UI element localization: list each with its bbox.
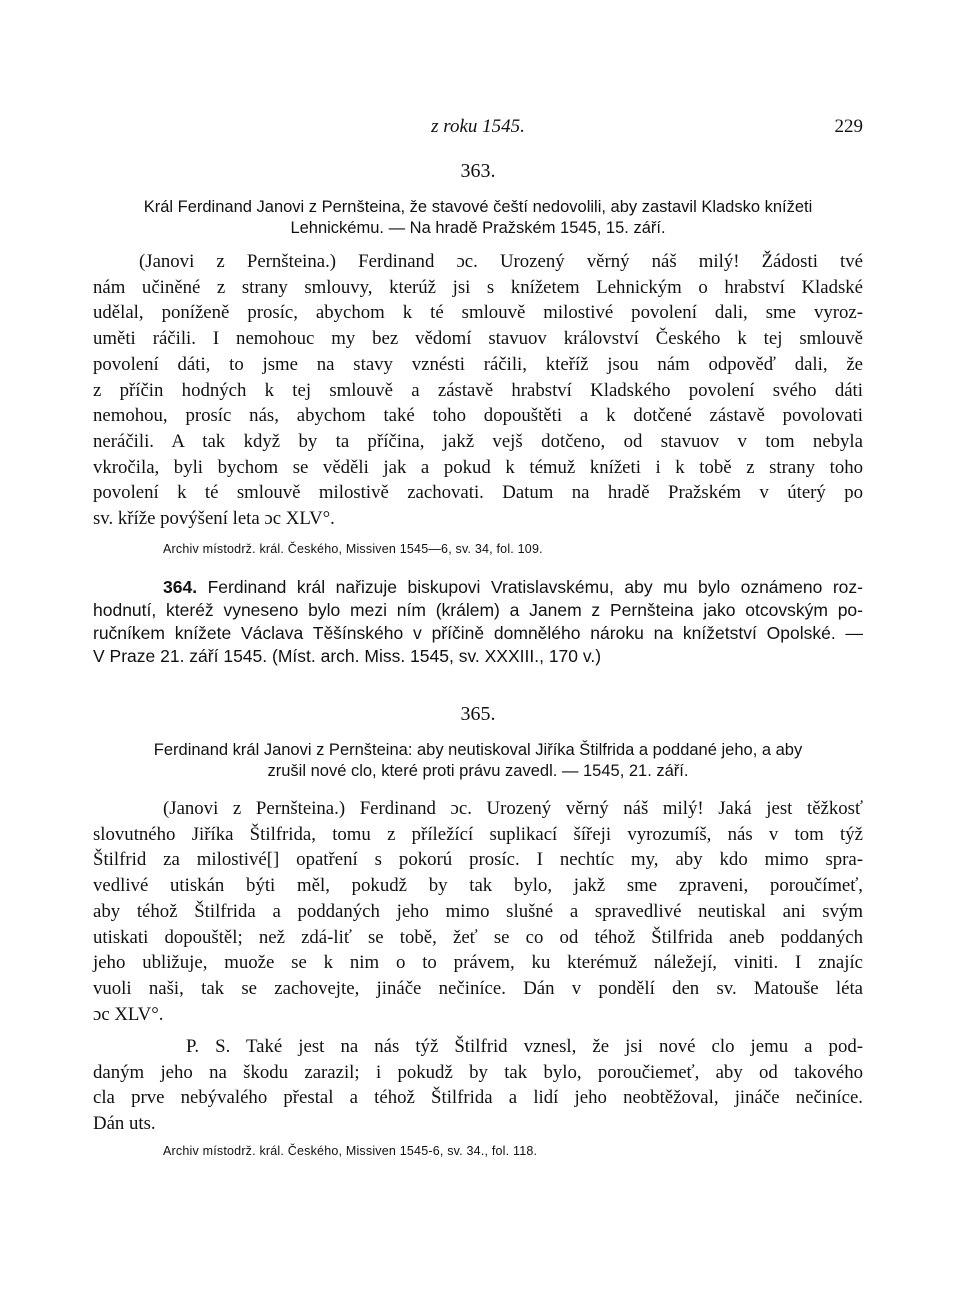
running-title: z roku 1545. <box>431 116 525 137</box>
running-header <box>93 116 863 140</box>
body-line: ɔc XLV°. <box>93 1003 164 1025</box>
page-number: 229 <box>834 116 863 137</box>
body-line: vkročila, byli bychom se věděli jak a pokud k témuž knížeti i k tobě z strany toho <box>93 456 863 478</box>
body-line: nemohou, prosíc nás, abychom také toho dopouštěti a k dotčené zástavě povolovati <box>93 405 863 427</box>
doc-365-heading <box>93 740 863 782</box>
ps-line: Dán uts. <box>93 1113 156 1135</box>
doc-364-number: 364. <box>163 577 198 597</box>
body-line: slovutného Jiříka Štilfrida, tomu z příležící suplikací šířeji vyrozumíš, nás v tom týž <box>93 823 863 845</box>
doc-365-source: Archiv místodrž. král. Českého, Missiven 1545-6, sv. 34., fol. 118. <box>163 1144 538 1158</box>
body-line: Štilfrid za milostivé[] opatření s pokorú prosíc. I nechtíc my, aby kdo mimo spra- <box>93 849 863 871</box>
body-line: jeho ubližuje, muože se k nim o to právem, ku kterémuž náležejí, viniti. I znajíc <box>93 952 863 974</box>
regest-line: V Praze 21. září 1545. (Míst. arch. Miss. 1545, sv. XXXIII., 170 v.) <box>93 646 602 666</box>
regest-line: ručníkem knížete Václava Těšínského v příčině domnělého nároku na knížetství Opolské. — <box>93 623 863 643</box>
body-line: z příčin hodných k tej smlouvě a zástavě hrabství Kladského povolení svého dáti <box>93 379 863 401</box>
heading-line: zrušil nové clo, které proti právu zavedl. — 1545, 21. září. <box>267 762 689 780</box>
doc-365-postscript <box>93 1034 863 1137</box>
heading-line: Ferdinand král Janovi z Pernšteina: aby neutiskoval Jiříka Štilfrida a poddané jeho, a aby <box>153 741 803 759</box>
regest-line <box>93 576 863 599</box>
doc-363-number: 363. <box>460 160 496 182</box>
ps-line: P. S. Také jest na nás týž Štilfrid vznesl, že jsi nové clo jemu a pod- <box>186 1036 863 1057</box>
body-line: vuoli naši, tak se zachovejte, jináče nečiníce. Dán v pondělí den sv. Matouše léta <box>93 977 863 999</box>
regest-text: Ferdinand král nařizuje biskupovi Vratislavskému, aby mu bylo oznámeno roz- <box>197 577 863 597</box>
body-line: (Janovi z Pernšteina.) Ferdinand ɔc. Urozený věrný náš milý! Jaká jest těžkosť <box>163 798 863 819</box>
body-line: sv. kříže povýšení leta ɔc XLV°. <box>93 508 335 530</box>
body-line: uměti ráčili. I nemohouc my bez vědomí stavuov království Českého k tej smlouvě <box>93 328 863 350</box>
regest-line: hodnutí, kteréž vyneseno bylo mezi ním (králem) a Janem z Pernšteina jako otcovským po- <box>93 600 863 620</box>
body-line: udělal, poníženě prosíc, abychom k té smlouvě milostivé povolení dali, sme vyroz- <box>93 302 863 324</box>
body-line: (Janovi z Pernšteina.) Ferdinand ɔc. Urozený věrný náš milý! Žádosti tvé <box>139 251 863 272</box>
doc-364-regest <box>93 576 863 668</box>
doc-363-heading <box>93 197 863 239</box>
doc-365-number: 365. <box>460 703 496 725</box>
body-line: povolení dáti, to jsme na stavy vznésti ráčili, kteříž jsou nám odpověď dali, že <box>93 353 863 375</box>
body-line: povolení k té smlouvě milostivě zachovati. Datum na hradě Pražském v úterý po <box>93 482 863 504</box>
doc-363-body <box>93 249 863 532</box>
body-line: neráčili. A tak když by ta příčina, jakž vejš dotčeno, od stavuov v tom nebyla <box>93 430 863 452</box>
body-line: aby téhož Štilfrida a poddaných jeho mimo slušné a spravedlivé neutiskal ani svým <box>93 900 863 922</box>
doc-363-source: Archiv místodrž. král. Českého, Missiven 1545—6, sv. 34, fol. 109. <box>163 542 543 556</box>
ps-line: daným jeho na škodu zarazil; i pokudž by tak bylo, poroučiemeť, aby od takového <box>93 1061 863 1083</box>
heading-line: Král Ferdinand Janovi z Pernšteina, že stavové čeští nedovolili, aby zastavil Kladsko knížeti <box>143 198 813 216</box>
body-line: nám učiněné z strany smlouvy, kterúž jsi s knížetem Lehnickým o hrabství Kladské <box>93 276 863 298</box>
ps-line: cla prve nebývalého přestal a téhož Štilfrida a lidí jeho neobtěžoval, jináče nečiníce. <box>93 1087 863 1109</box>
heading-line: Lehnickému. — Na hradě Pražském 1545, 15. září. <box>290 219 666 237</box>
doc-365-body <box>93 796 863 1027</box>
body-line: vedlivé utiskán býti měl, pokudž by tak bylo, jakž sme zpraveni, poroučímeť, <box>93 875 863 897</box>
body-line: utiskati dopouštěl; než zdá-liť se tobě, žeť se co od téhož Štilfrida aneb poddaných <box>93 926 863 948</box>
